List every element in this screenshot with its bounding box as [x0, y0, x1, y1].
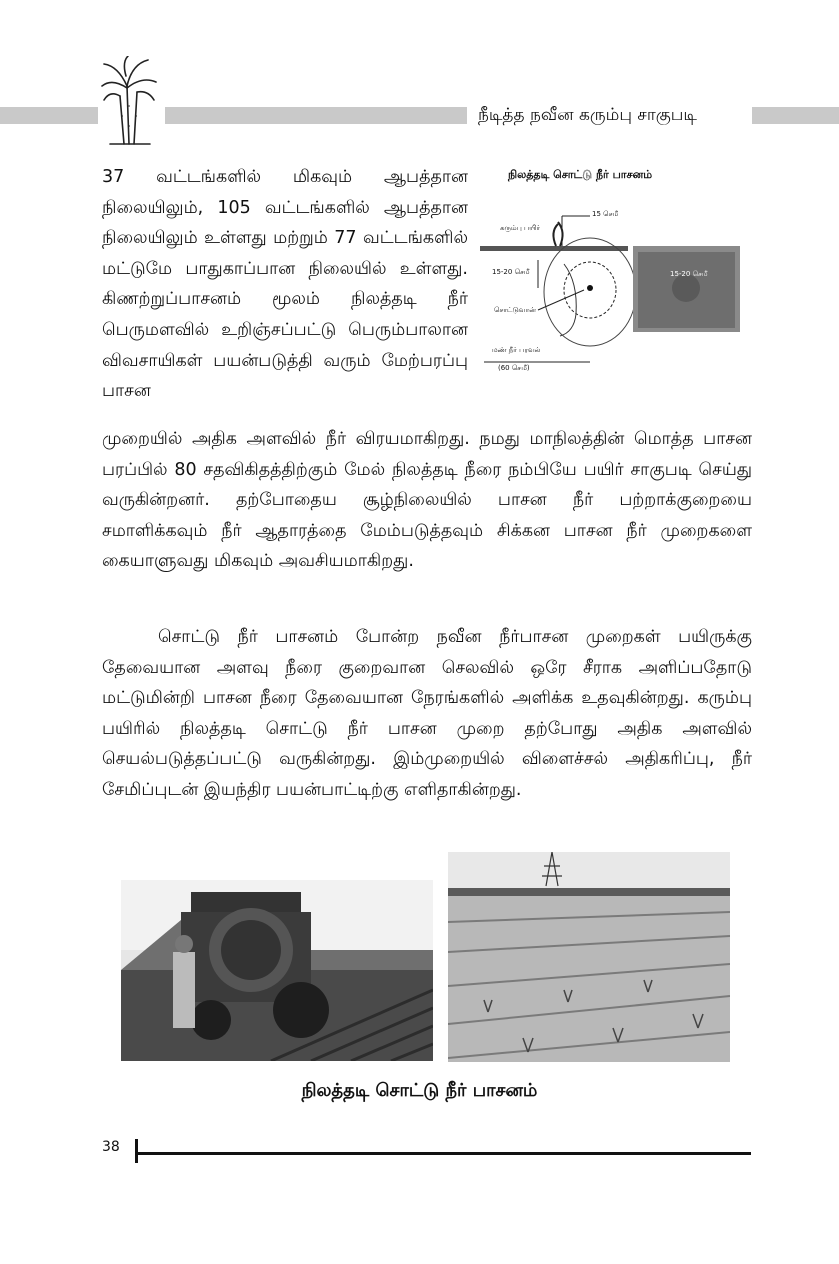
paragraph-1-continuation: முறையில் அதிக அளவில் நீர் விரயமாகிறது. நமது மாநிலத்தின் மொத்த பாசன பரப்பில் 80 சதவிகிதத்திற்கும் மேல் நிலத்தடி நீரை நம்பியே பயிர் சாகுபடி செய்து வருகின்றனர். தற்போதைய சூழ்நிலையில் பாசன நீர் பற்றாக்குறையை சமாளிக்கவும் நீர் ஆதாரத்தை மேம்படுத்தவும் சிக்கன பாசன நீர் முறைகளை கையாளுவது மிகவும் அவசியமாகிறது. — [102, 429, 752, 572]
diagram-label-depth: 15-20 செமீ — [492, 268, 530, 276]
sugarcane-plant-icon — [100, 56, 158, 148]
diagram-title: நிலத்தடி சொட்டு நீர் பாசனம் — [508, 168, 653, 181]
paragraph-2: சொட்டு நீர் பாசனம் போன்ற நவீன நீர்பாசன முறைகள் பயிருக்கு தேவையான அளவு நீரை குறைவான செலவில் ஒரே சீராக அளிப்பதோடு மட்டுமின்றி பாசன நீரை தேவையான நேரங்களில் அளிக்க உதவுகின்றது. கரும்பு பயிரில் நிலத்தடி சொட்டு நீர் பாசன முறை தற்போது அதிக அளவில் செயல்படுத்தப்பட்டு வருகின்றது. இம்முறையில் விளைச்சல் அதிகரிப்பு, நீர் சேமிப்புடன் இயந்திர பயன்பாட்டிற்கு எளிதாகின்றது. — [102, 627, 752, 800]
sugarcane-field-photo — [448, 852, 730, 1062]
header-bar-right — [752, 107, 839, 124]
diagram-label-crop: கரும்பு பயிர் — [500, 224, 541, 232]
header-bar-left — [0, 107, 98, 124]
footer-rule-tick — [135, 1139, 138, 1163]
photo-caption: நிலத்தடி சொட்டு நீர் பாசனம் — [301, 1080, 538, 1101]
paragraph-1-column: 37 வட்டங்களில் மிகவும் ஆபத்தான நிலையிலும், 105 வட்டங்களில் ஆபத்தான நிலையிலும் உள்ளது மற்றும் 77 வட்டங்களில் மட்டுமே பாதுகாப்பான நிலையில் உள்ளது. கிணற்றுப்பாசனம் மூலம் நிலத்தடி நீர் பெருமளவில் உறிஞ்சப்பட்டு பெரும்பாலான விவசாயிகள் பயன்படுத்தி வரும் மேற்பரப்பு பாசன — [102, 167, 468, 402]
header-bar-middle — [165, 107, 467, 124]
page-number: 38 — [102, 1139, 120, 1155]
diagram-label-15cm: 15 செமீ — [592, 210, 619, 218]
tractor-laying-drip-line-photo — [121, 880, 433, 1061]
subsurface-drip-diagram — [478, 164, 746, 374]
diagram-label-dripper: சொட்டுவான் — [494, 306, 536, 314]
diagram-photo-label: 15-20 செமீ — [670, 270, 708, 278]
diagram-label-60cm: (60 செமீ) — [498, 364, 530, 372]
footer-rule — [138, 1152, 751, 1155]
diagram-label-spread: மண் நீர் பரவல் — [492, 346, 541, 354]
running-header-title: நீடித்த நவீன கரும்பு சாகுபடி — [478, 105, 697, 125]
